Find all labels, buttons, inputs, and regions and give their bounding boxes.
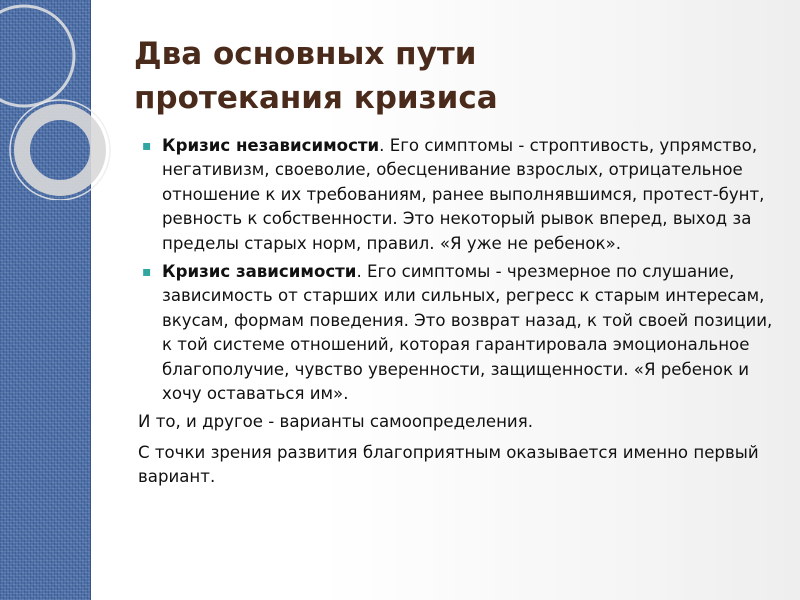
bullet-item-independence-crisis: ▪ Кризис независимости. Его симптомы - строптивость, упрямство, негативизм, своеволие, обесценивание взрослых, отрицательное отношение к их требованиям, ранее выполнявшимся, протест-бунт, ревность к собственности. Это некоторый рывок вперед, выход за пределы старых норм, правил. «Я уже не ребенок». (142, 136, 765, 253)
title-line-2: протекания кризиса (134, 80, 498, 116)
paragraph-first-variant: С точки зрения развития благоприятным оказывается именно первый вариант. (138, 442, 759, 487)
bullet-lead-bold: Кризис независимости (162, 136, 380, 155)
bullet-lead-bold: Кризис зависимости (162, 262, 357, 282)
bullet-text: . Его симптомы - чрезмерное по слушание, зависимость от старших или сильных, регресс к старым интересам, вкусам, формам поведения. Это возврат назад, к той своей позиции, к той системе отношений, которая гарантировала эмоциональное благополучие, чувство уверенности, защищенности. «Я ребенок и хочу оставаться им». (162, 262, 773, 404)
paragraph-self-determination: И то, и другое - варианты самоопределения. (138, 412, 533, 432)
slide-title (134, 32, 734, 120)
slide-body (138, 134, 778, 496)
title-line-1: Два основных пути (134, 36, 477, 72)
bullet-item-dependence-crisis: ▪ Кризис зависимости. Его симптомы - чрезмерное по слушание, зависимость от старших или сильных, регресс к старым интересам, вкусам, формам поведения. Это возврат назад, к той своей позиции, к той системе отношений, которая гарантировала эмоциональное благополучие, чувство уверенности, защищенности. «Я ребенок и хочу оставаться им». (142, 262, 773, 404)
bullet-text: . Его симптомы - строптивость, упрямство, негативизм, своеволие, обесценивание взрослых, отрицательное отношение к их требованиям, ранее выполнявшимся, протест-бунт, ревность к собственности. Это некоторый рывок вперед, выход за пределы старых норм, правил. «Я уже не ребенок». (162, 136, 765, 253)
